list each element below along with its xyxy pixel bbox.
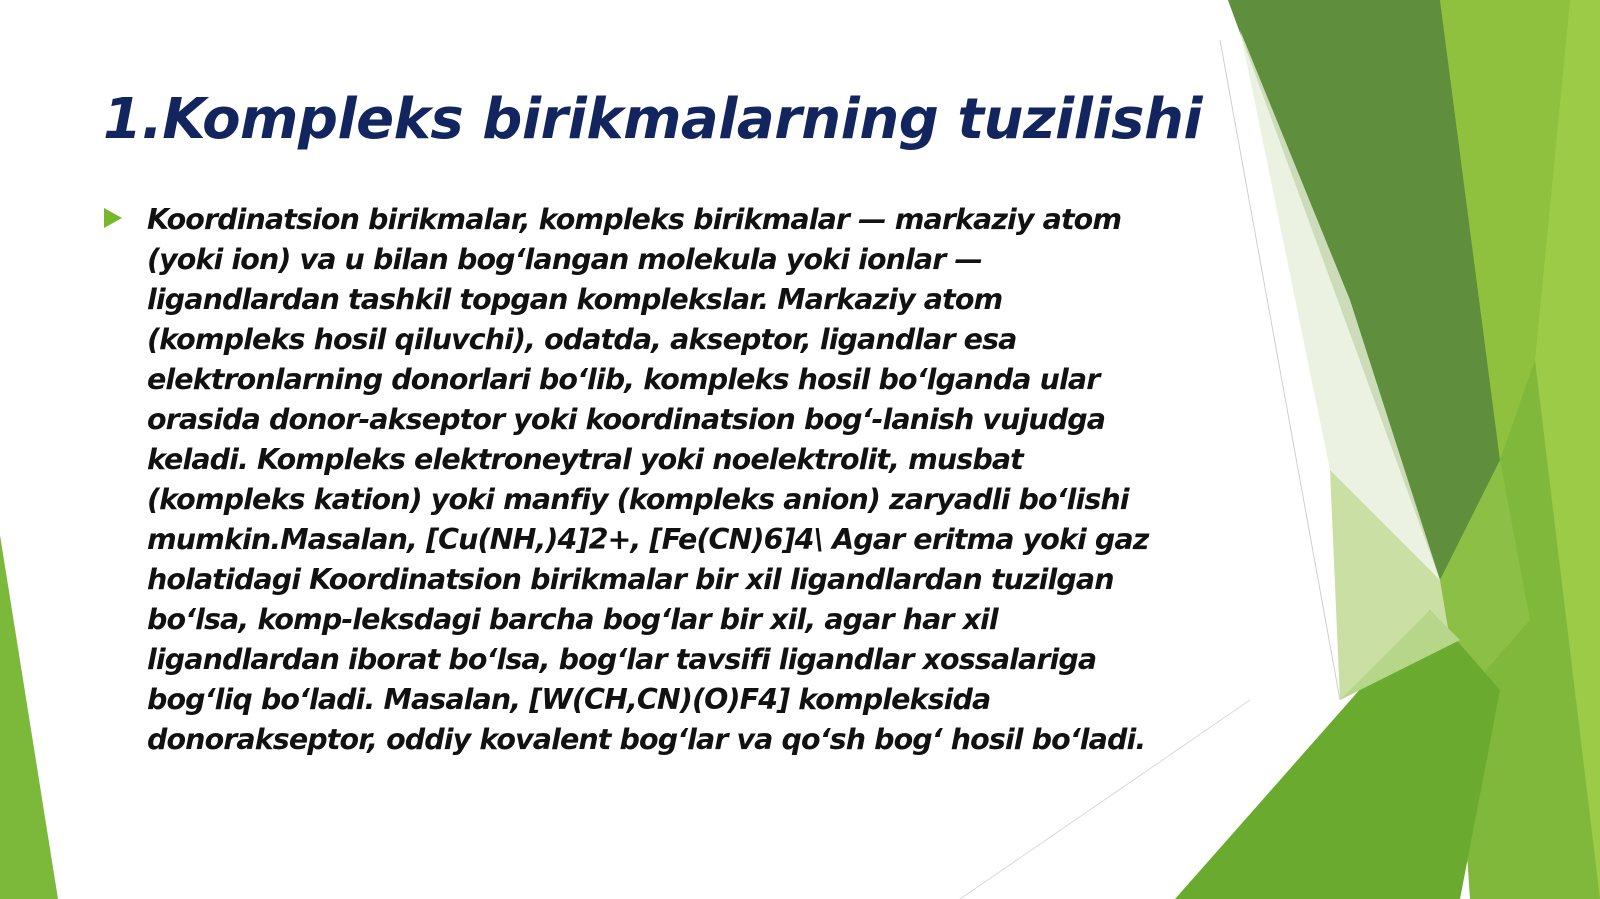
facet-left [0, 535, 58, 899]
bullet-arrow-icon [104, 208, 122, 228]
text-line: ligandlardan iborat bo‘lsa, bog‘lar tavsifi ligandlar xossalariga [147, 643, 1097, 676]
text-line: elektronlarning donorlari bo‘lib, kompleks hosil bo‘lganda ular [147, 363, 1100, 396]
text-line: Koordinatsion birikmalar, kompleks birikmalar — markaziy atom [147, 203, 1122, 236]
text-line: (kompleks kation) yoki manfiy (kompleks anion) zaryadli bo‘lishi [147, 483, 1129, 516]
text-line: bo‘lsa, komp-leksdagi barcha bog‘lar bir xil, agar har xil [147, 603, 998, 636]
text-line: keladi. Kompleks elektroneytral yoki noelektrolit, musbat [147, 443, 1023, 476]
text-line: (kompleks hosil qiluvchi), odatda, akseptor, ligandlar esa [147, 323, 1017, 356]
bullet-text [147, 200, 1207, 760]
text-line: (yoki ion) va u bilan bog‘langan molekula yoki ionlar — [147, 243, 983, 276]
facet-bottom-green [1175, 610, 1500, 899]
text-line: mumkin.Masalan, [Cu(NH,)4]2+, [Fe(CN)6]4\ Agar eritma yoki gaz [147, 523, 1149, 556]
text-line: ligandlardan tashkil topgan komplekslar. Markaziy atom [147, 283, 1003, 316]
text-line: donorakseptor, oddiy kovalent bog‘lar va qo‘sh bog‘ hosil bo‘ladi. [147, 723, 1146, 756]
text-line: holatidagi Koordinatsion birikmalar bir xil ligandlardan tuzilgan [147, 563, 1114, 596]
text-line: bog‘liq bo‘ladi. Masalan, [W(CH,CN)(O)F4] kompleksida [147, 683, 991, 716]
text-line: orasida donor-akseptor yoki koordinatsion bog‘-lanish vujudga [147, 403, 1106, 436]
slide-title: 1.Kompleks birikmalarning tuzilishi [103, 87, 1203, 152]
